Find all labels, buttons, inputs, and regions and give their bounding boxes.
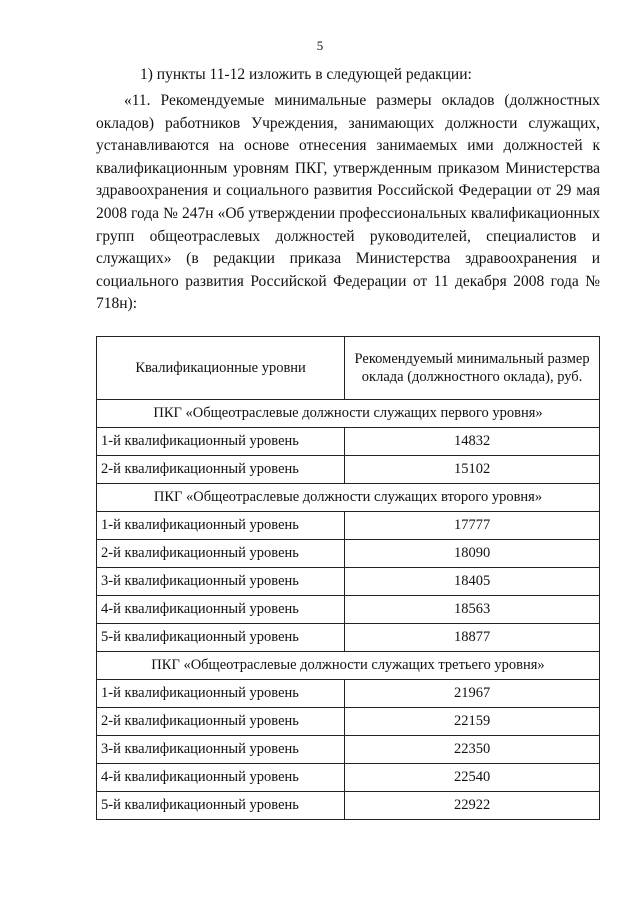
table-row (97, 540, 600, 568)
salary-cell: 18405 (345, 568, 600, 596)
table-row (97, 792, 600, 820)
salary-table (96, 336, 600, 820)
header-row (97, 337, 600, 400)
level-cell: 4-й квалификационный уровень (97, 764, 345, 792)
level-cell: 4-й квалификационный уровень (97, 596, 345, 624)
salary-cell: 22540 (345, 764, 600, 792)
salary-table-header (97, 337, 600, 400)
group-title: ПКГ «Общеотраслевые должности служащих третьего уровня» (97, 652, 600, 680)
table-row (97, 568, 600, 596)
level-cell: 5-й квалификационный уровень (97, 624, 345, 652)
header-qualification-levels: Квалификационные уровни (97, 337, 345, 400)
level-cell: 3-й квалификационный уровень (97, 736, 345, 764)
paragraph-11: «11. Рекомендуемые минимальные размеры окладов (должностных окладов) работников Учреждения, занимающих должности служащих, устанавливаются на основе отнесения занимаемых ими должностей к квалификационным уровням ПКГ, утвержденным приказом Министерства здравоохранения и социального развития Российской Федерации от 29 мая 2008 года № 247н «Об утверждении профессиональных квалификационных групп общеотраслевых должностей руководителей, специалистов и служащих» (в редакции приказа Министерства здравоохранения и социального развития Российской Федерации от 11 декабря 2008 года № 718н): (96, 92, 600, 313)
level-cell: 1-й квалификационный уровень (97, 680, 345, 708)
level-cell: 3-й квалификационный уровень (97, 568, 345, 596)
table-row (97, 512, 600, 540)
salary-cell: 22922 (345, 792, 600, 820)
salary-cell: 21967 (345, 680, 600, 708)
group-title: ПКГ «Общеотраслевые должности служащих второго уровня» (97, 484, 600, 512)
level-cell: 2-й квалификационный уровень (97, 708, 345, 736)
table-row (97, 680, 600, 708)
salary-cell: 18090 (345, 540, 600, 568)
level-cell: 2-й квалификационный уровень (97, 540, 345, 568)
group-row (97, 484, 600, 512)
table-row (97, 428, 600, 456)
salary-cell: 17777 (345, 512, 600, 540)
salary-cell: 14832 (345, 428, 600, 456)
table-row (97, 736, 600, 764)
group-row (97, 652, 600, 680)
table-row (97, 708, 600, 736)
page-number: 5 (316, 38, 324, 53)
table-row (97, 596, 600, 624)
table-row (97, 764, 600, 792)
header-min-salary: Рекомендуемый минимальный размер оклада (должностного оклада), руб. (345, 337, 600, 400)
level-cell: 5-й квалификационный уровень (97, 792, 345, 820)
level-cell: 1-й квалификационный уровень (97, 512, 345, 540)
level-cell: 2-й квалификационный уровень (97, 456, 345, 484)
amendment-intro: 1) пункты 11-12 изложить в следующей редакции: (140, 66, 472, 83)
salary-table-body (97, 400, 600, 820)
salary-cell: 15102 (345, 456, 600, 484)
salary-cell: 18877 (345, 624, 600, 652)
group-row (97, 400, 600, 428)
salary-cell: 18563 (345, 596, 600, 624)
table-row (97, 624, 600, 652)
salary-cell: 22159 (345, 708, 600, 736)
group-title: ПКГ «Общеотраслевые должности служащих первого уровня» (97, 400, 600, 428)
level-cell: 1-й квалификационный уровень (97, 428, 345, 456)
table-row (97, 456, 600, 484)
salary-cell: 22350 (345, 736, 600, 764)
